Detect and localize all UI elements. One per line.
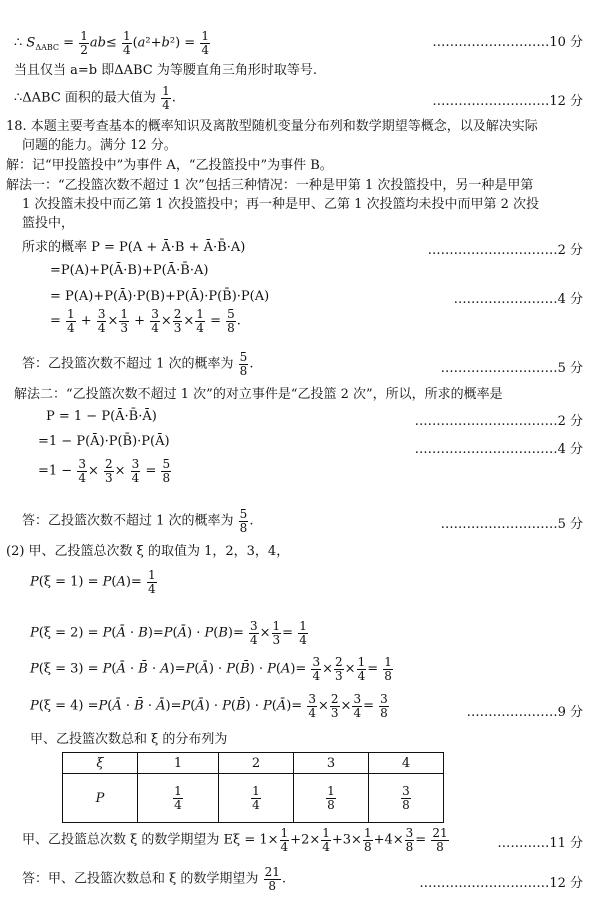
- answer-2: 答：乙投篮次数不超过 1 次的概率为 $\frac{5}{8}$ .: [22, 507, 254, 535]
- score-5b: ………………………5 分: [440, 517, 583, 532]
- table-header-cell: 1: [138, 753, 219, 774]
- part2-intro: (2) 甲、乙投篮总次数 ξ 的取值为 1，2，3，4，: [6, 544, 290, 559]
- expectation-line: 甲、乙投篮总次数 ξ 的数学期望为 Eξ = 1× $\frac{1}{4}$ +2× $\frac{1}{4}$ +3× $\frac{1}{8}$ +4× $\frac{3}{8}$ = $\frac{21}{8}$: [22, 826, 448, 854]
- equality-condition: 当且仅当 a=b 即ΔABC 为等腰直角三角形时取等号.: [14, 63, 318, 78]
- score-2a: …………………………2 分: [427, 243, 583, 258]
- score-12: ………………………12 分: [432, 94, 583, 109]
- prob-line-3: = P(A)+P(Ā)·P(B)+P(Ā)·P(B̄)·P(A): [50, 289, 270, 304]
- q18-intro-1: 18. 本题主要考查基本的概率知识及离散型随机变量分布列和数学期望等概念，以及解决实际: [6, 119, 538, 134]
- answer-1: 答：乙投篮次数不超过 1 次的概率为 $\frac{5}{8}$ .: [22, 350, 254, 378]
- method1-text-3: 篮投中，: [22, 216, 75, 231]
- table-header-cell: ξ: [63, 753, 138, 774]
- max-area-line: ∴ΔABC 面积的最大值为 $\frac{1}{4}$ .: [14, 84, 176, 112]
- p-xi-4: P(ξ = 4) =P(Ā · B̄ · Ā)=P(Ā) · P(B̄) · P(Ā)= $\frac{3}{4}$ × $\frac{2}{3}$ × $\frac{3}{4}$ = $\frac{3}{8}$: [30, 692, 388, 720]
- score-9: …………………9 分: [466, 705, 583, 720]
- prob-line-2: =P(A)+P(Ā·B)+P(Ā·B̄·A): [50, 263, 209, 278]
- score-4b: ……………………………4 分: [414, 442, 583, 457]
- method2-text: 解法二：“乙投篮次数不超过 1 次”的对立事件是“乙投篮 2 次”，所以，所求的概率是: [14, 387, 503, 402]
- score-11: …………11 分: [497, 836, 583, 851]
- table-header-cell: 4: [369, 753, 444, 774]
- table-cell: $\frac{1}{4}$: [138, 774, 219, 823]
- q18-intro-2: 问题的能力。满分 12 分。: [22, 138, 177, 153]
- comp-line-1: P = 1 − P(Ā·B̄·Ā): [46, 409, 157, 424]
- area-inequality-line: ∴ $S_{\Delta ABC}$ = $\frac{1}{2}$ ab≤ $\frac{1}{4}$ (a²+b²) = $\frac{1}{4}$: [14, 29, 209, 57]
- table-header-cell: 2: [219, 753, 294, 774]
- table-cell: $\frac{1}{4}$: [219, 774, 294, 823]
- final-answer: 答：甲、乙投篮次数总和 ξ 的数学期望为 $\frac{21}{8}$ .: [22, 865, 286, 893]
- prob-line-1: 所求的概率 P = P(A + Ā·B + Ā·B̄·A): [22, 240, 246, 255]
- comp-line-3: =1 − $\frac{3}{4}$ × $\frac{2}{3}$ × $\frac{3}{4}$ = $\frac{5}{8}$: [38, 457, 171, 485]
- method1-text-2: 1 次投篮未投中而乙第 1 次投篮投中；再一种是甲、乙第 1 次投篮均未投中而甲第 2 次投: [22, 197, 540, 212]
- table-cell: $\frac{3}{8}$: [369, 774, 444, 823]
- p-xi-2: P(ξ = 2) = P(Ā · B)=P(Ā) · P(B)= $\frac{3}{4}$ × $\frac{1}{3}$ = $\frac{1}{4}$: [30, 619, 307, 647]
- dist-intro: 甲、乙投篮次数总和 ξ 的分布列为: [30, 732, 228, 747]
- p-xi-1: P(ξ = 1) = P(A)= $\frac{1}{4}$: [30, 568, 156, 596]
- table-value-row: [63, 774, 444, 823]
- q18-definition: 解：记“甲投篮投中”为事件 A，“乙投篮投中”为事件 B。: [6, 158, 333, 173]
- score-5a: ………………………5 分: [440, 361, 583, 376]
- distribution-table: [62, 752, 444, 823]
- table-header-cell: 3: [294, 753, 369, 774]
- score-2b: ……………………………2 分: [414, 414, 583, 429]
- score-12b: …………………………12 分: [419, 876, 583, 891]
- prob-line-4: = $\frac{1}{4}$ + $\frac{3}{4}$ × $\frac{1}{3}$ + $\frac{3}{4}$ × $\frac{2}{3}$ × $\frac{1}{4}$ = $\frac{5}{8}$ .: [50, 307, 241, 335]
- table-row-label: P: [63, 774, 138, 823]
- comp-line-2: =1 − P(Ā)·P(B̄)·P(Ā): [38, 434, 170, 449]
- method1-text-1: 解法一：“乙投篮次数不超过 1 次”包括三种情况：一种是甲第 1 次投篮投中，另一种是甲第: [6, 178, 534, 193]
- table-header-row: [63, 753, 444, 774]
- score-10: ………………………10 分: [432, 35, 583, 50]
- table-cell: $\frac{1}{8}$: [294, 774, 369, 823]
- score-4a: ……………………4 分: [453, 292, 583, 307]
- p-xi-3: P(ξ = 3) = P(Ā · B̄ · A)=P(Ā) · P(B̄) · P(A)= $\frac{3}{4}$ × $\frac{2}{3}$ × $\frac{1}{4}$ = $\frac{1}{8}$: [30, 655, 392, 683]
